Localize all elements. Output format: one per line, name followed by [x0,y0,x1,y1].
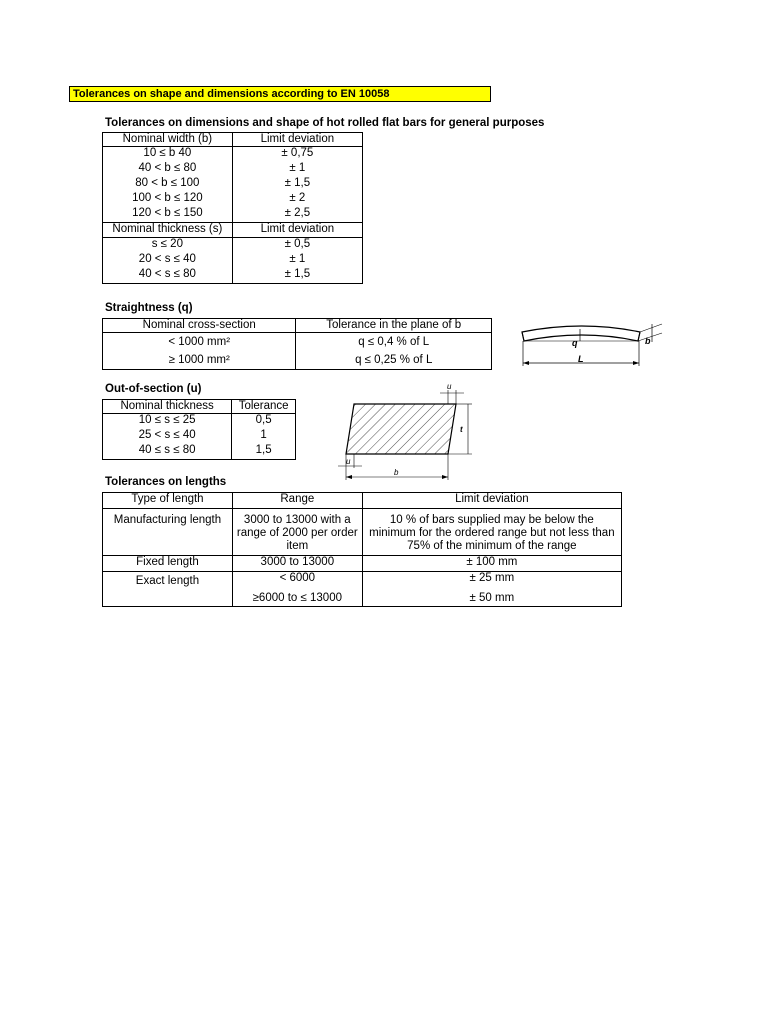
table-row [103,177,363,192]
out-of-section-table [102,399,296,460]
table-cell: < 1000 mm² [103,333,296,355]
table-header-row [103,400,296,414]
table-cell: 3000 to 13000 with a range of 2000 per order item [232,509,362,556]
table-cell: Fixed length [103,556,233,572]
diagram-label-t: t [460,425,463,434]
table-cell: 10 ≤ b 40 [103,147,233,163]
table-cell: q ≤ 0,25 % of L [296,354,492,370]
table-row [103,238,363,254]
table-header: Tolerance [232,400,296,414]
table-header: Limit deviation [232,223,362,238]
table-cell: 10 % of bars supplied may be below the minimum for the ordered range but not less than 75% of the minimum of the range [362,509,621,556]
table-cell: 40 < s ≤ 80 [103,268,233,284]
diagram-label-u-bottom: u [346,457,351,466]
table-cell: ± 2,5 [232,207,362,223]
table-cell: 100 < b ≤ 120 [103,192,233,207]
table-cell: ± 0,5 [232,238,362,254]
table-header: Nominal thickness (s) [103,223,233,238]
table-header: Nominal thickness [103,400,232,414]
out-of-section-diagram [330,380,480,482]
table-header: Nominal width (b) [103,133,233,147]
table-cell: 40 < b ≤ 80 [103,162,233,177]
diagram-label-l: L [578,354,584,364]
table-row [103,147,363,163]
table-cell: 3000 to 13000 [232,556,362,572]
table-cell: ≥ 1000 mm² [103,354,296,370]
table-cell: 40 ≤ s ≤ 80 [103,444,232,460]
table-row [103,414,296,430]
straightness-heading: Straightness (q) [105,302,193,314]
table-cell: ± 25 mm [362,572,621,591]
table-header-row [103,493,622,509]
straightness-table [102,318,492,370]
table-cell: ± 2 [232,192,362,207]
table-row [103,429,296,444]
table-cell: 20 < s ≤ 40 [103,253,233,268]
table-header: Range [232,493,362,509]
table-cell: 10 ≤ s ≤ 25 [103,414,232,430]
table-cell: Exact length [103,572,233,591]
table-header: Nominal cross-section [103,319,296,333]
table-cell: ± 50 mm [362,590,621,607]
table-cell: < 6000 [232,572,362,591]
table-row [103,556,622,572]
table-cell: ± 0,75 [232,147,362,163]
lengths-table [102,492,622,607]
table-row [103,354,492,370]
table-row [103,192,363,207]
diagram-label-q: q [572,338,578,348]
table-row [103,268,363,284]
table-cell: 80 < b ≤ 100 [103,177,233,192]
table-header-row [103,133,363,147]
table-header: Type of length [103,493,233,509]
table-cell: ± 1 [232,162,362,177]
table-row [103,444,296,460]
page-title: Tolerances on shape and dimensions according to EN 10058 [69,86,491,102]
table-cell: ± 100 mm [362,556,621,572]
table-header: Tolerance in the plane of b [296,319,492,333]
table-row [103,572,622,591]
table-cell: 120 < b ≤ 150 [103,207,233,223]
table-cell: ± 1,5 [232,177,362,192]
table-row [103,509,622,556]
lengths-heading: Tolerances on lengths [105,476,227,488]
flat-bars-table [102,132,363,284]
straightness-diagram [512,318,672,376]
table-row [103,162,363,177]
table-header-row [103,319,492,333]
table-row [103,590,622,607]
table-header: Limit deviation [362,493,621,509]
table-cell: q ≤ 0,4 % of L [296,333,492,355]
table-cell: ± 1 [232,253,362,268]
out-of-section-heading: Out-of-section (u) [105,383,202,395]
table-header-row [103,223,363,238]
diagram-label-b: b [645,336,651,346]
diagram-label-b: b [394,468,399,477]
table-cell: Manufacturing length [103,509,233,556]
flat-bars-heading: Tolerances on dimensions and shape of hot rolled flat bars for general purposes [105,117,545,129]
table-cell: 1,5 [232,444,296,460]
table-header: Limit deviation [232,133,362,147]
table-cell [103,590,233,607]
table-cell: ± 1,5 [232,268,362,284]
table-cell: 1 [232,429,296,444]
table-row [103,207,363,223]
table-cell: s ≤ 20 [103,238,233,254]
table-row [103,253,363,268]
table-row [103,333,492,355]
table-cell: 0,5 [232,414,296,430]
table-cell: 25 < s ≤ 40 [103,429,232,444]
diagram-label-u-top: u [447,382,452,391]
table-cell: ≥6000 to ≤ 13000 [232,590,362,607]
